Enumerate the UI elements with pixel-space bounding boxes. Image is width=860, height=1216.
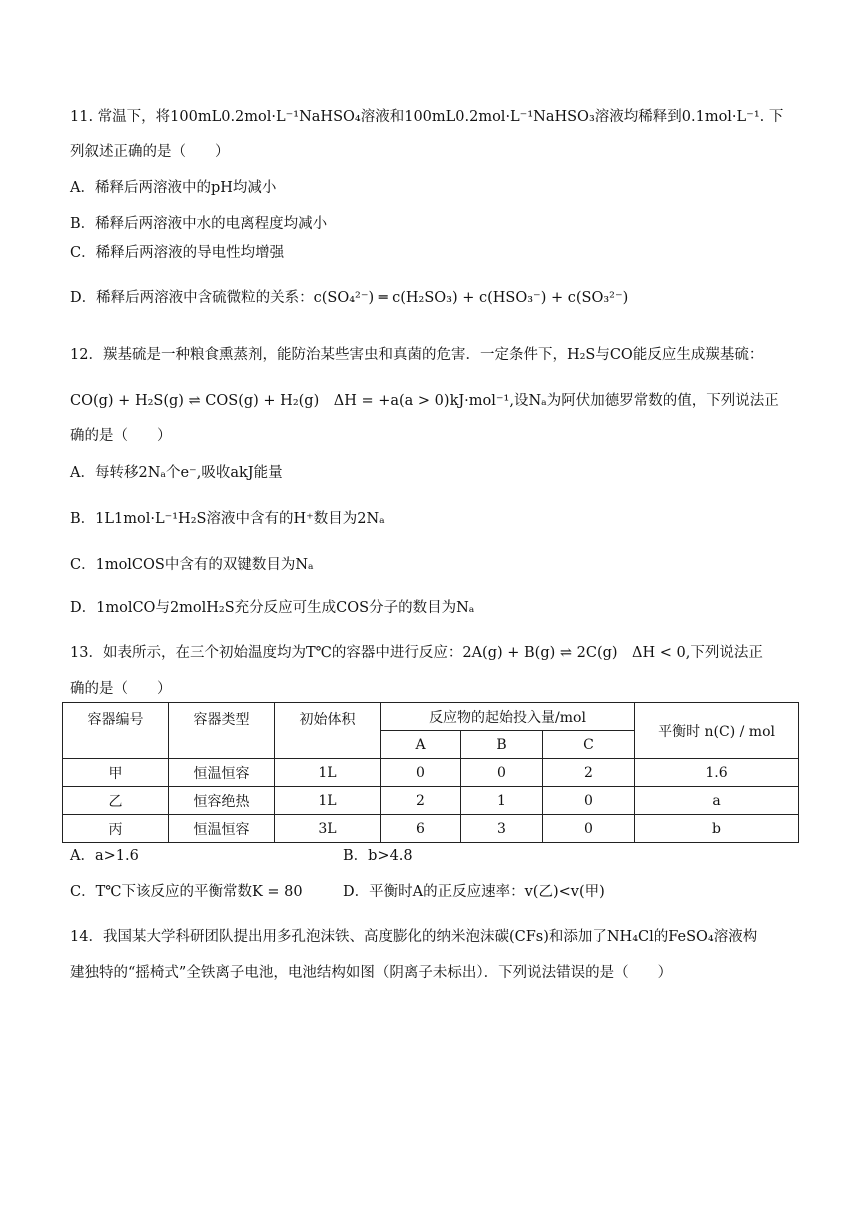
cell-b: 0 [461,759,543,787]
cell-type: 恒温恒容 [169,815,275,843]
q13-option-d: D．平衡时A的正反应速率：v(乙)<v(甲) [343,884,605,900]
q11-option-d: D．稀释后两溶液中含硫微粒的关系：c(SO₄²⁻) ═ c(H₂SO₃) + c(HSO₃⁻) + c(SO₃²⁻) [70,290,629,306]
header-initial-volume: 初始体积 [275,703,381,759]
table-row [63,815,799,843]
q13-option-a: A．a>1.6 [70,848,139,864]
q12-stem-line3: 确的是（ ） [70,428,172,444]
cell-a: 0 [381,759,461,787]
table-row [63,759,799,787]
cell-eq: b [635,815,799,843]
cell-type: 恒容绝热 [169,787,275,815]
cell-a: 2 [381,787,461,815]
q12-option-b: B．1L1mol·L⁻¹H₂S溶液中含有的H⁺数目为2Nₐ [70,511,385,527]
q12-stem-line2: CO(g) + H₂S(g) ⇌ COS(g) + H₂(g) ΔH = +a(a > 0)kJ·mol⁻¹,设Nₐ为阿伏加德罗常数的值，下列说法正 [70,393,779,409]
q13-data-table [62,702,799,843]
cell-volume: 3L [275,815,381,843]
header-container-type: 容器类型 [169,703,275,759]
q13-option-c: C．T℃下该反应的平衡常数K = 80 [70,884,303,900]
cell-type: 恒温恒容 [169,759,275,787]
cell-id: 乙 [63,787,169,815]
cell-c: 2 [543,759,635,787]
table-row [63,787,799,815]
header-a: A [381,731,461,759]
cell-eq: 1.6 [635,759,799,787]
q14-stem-line2: 建独特的“摇椅式”全铁离子电池，电池结构如图（阴离子未标出）．下列说法错误的是（ ） [70,965,673,981]
cell-id: 甲 [63,759,169,787]
cell-volume: 1L [275,787,381,815]
q13-stem-line2: 确的是（ ） [70,681,172,697]
header-container-id: 容器编号 [63,703,169,759]
q11-stem-line2: 列叙述正确的是（ ） [70,144,230,160]
header-b: B [461,731,543,759]
cell-volume: 1L [275,759,381,787]
cell-b: 1 [461,787,543,815]
q13-stem-line1: 13．如表所示，在三个初始温度均为T℃的容器中进行反应：2A(g) + B(g) ⇌ 2C(g) ΔH < 0,下列说法正 [70,645,763,661]
cell-id: 丙 [63,815,169,843]
cell-a: 6 [381,815,461,843]
q12-option-a: A．每转移2Nₐ个e⁻,吸收akJ能量 [70,465,283,481]
q12-option-c: C．1molCOS中含有的双键数目为Nₐ [70,557,314,573]
cell-b: 3 [461,815,543,843]
q14-stem-line1: 14．我国某大学科研团队提出用多孔泡沫铁、高度膨化的纳米泡沫碳(CFs)和添加了NH₄Cl的FeSO₄溶液构 [70,929,758,945]
q12-option-d: D．1molCO与2molH₂S充分反应可生成COS分子的数目为Nₐ [70,600,475,616]
q11-option-a: A．稀释后两溶液中的pH均减小 [70,180,277,196]
q11-option-c: C．稀释后两溶液的导电性均增强 [70,245,285,261]
q13-option-b: B．b>4.8 [343,848,413,864]
header-initial-amount: 反应物的起始投入量/mol [381,703,635,731]
header-c: C [543,731,635,759]
cell-c: 0 [543,787,635,815]
q11-option-b: B．稀释后两溶液中水的电离程度均减小 [70,216,328,232]
table-header-row [63,703,799,731]
header-equilibrium-nc: 平衡时 n(C) / mol [635,703,799,759]
cell-eq: a [635,787,799,815]
q12-stem-line1: 12．羰基硫是一种粮食熏蒸剂，能防治某些害虫和真菌的危害．一定条件下，H₂S与CO能反应生成羰基硫： [70,347,764,363]
cell-c: 0 [543,815,635,843]
q11-stem-line1: 11. 常温下，将100mL0.2mol·L⁻¹NaHSO₄溶液和100mL0.2mol·L⁻¹NaHSO₃溶液均稀释到0.1mol·L⁻¹. 下 [70,109,784,125]
